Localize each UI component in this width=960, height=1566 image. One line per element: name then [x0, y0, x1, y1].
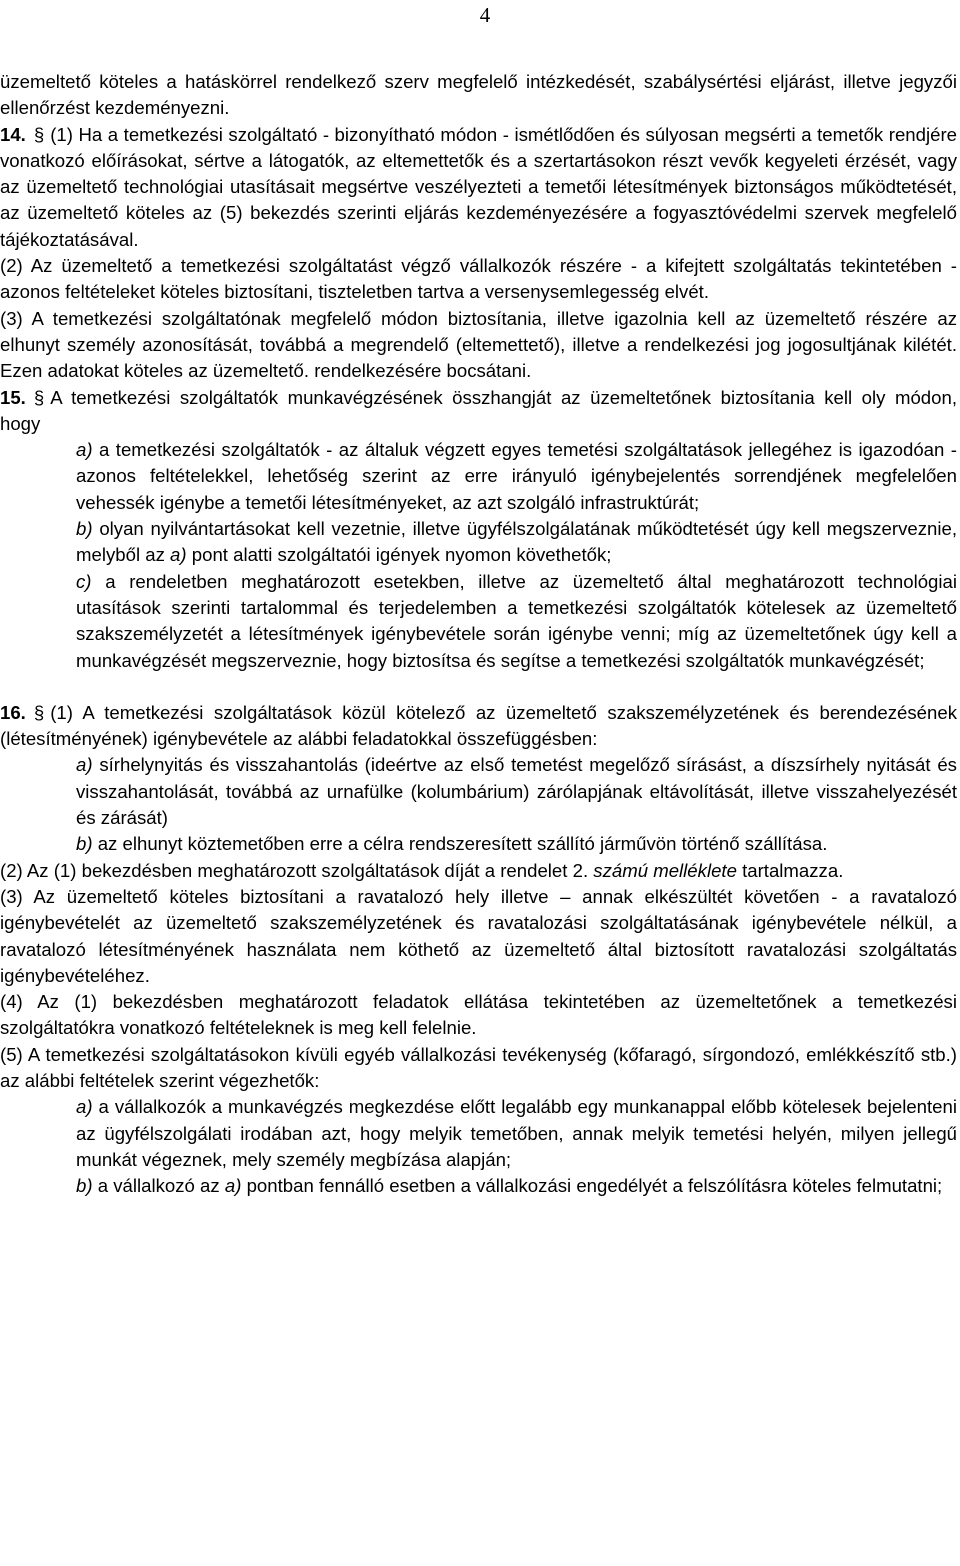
- point-marker: b): [76, 518, 93, 540]
- section-15-point-b: [0, 516, 957, 569]
- page-content: [0, 69, 957, 1199]
- section-14-text-1: (1) Ha a temetkezési szolgáltató - bizonyítható módon - ismétlődően és súlyosan megsérti a temetők rendjére vonatkozó előírásokat, sértve a látogatók, az eltemettetők és a szertartásokon részt vevők kegyeleti érzését, vagy az üzemeltető technológiai utasításait megsértve veszélyezteti a temetői létesítmények biztonságos működtetését, az üzemeltető köteles az (5) bekezdés szerinti eljárás kezdeményezésére a fogyasztóvédelmi szervek megfelelő tájékoztatásával.: [0, 123, 957, 250]
- section-sign: §: [33, 123, 45, 145]
- point-marker: b): [76, 833, 93, 855]
- section-14-number: 14.: [0, 123, 26, 145]
- point-text: a vállalkozók a munkavégzés megkezdése előtt legalább egy munkanappal előbb kötelesek bejelenteni az ügyfélszolgálati irodában azt, hogy melyik temetőben, annak melyik temetési helyén, milyen jellegű munkát végeznek, mely személy megbízása alapján;: [76, 1096, 957, 1170]
- point-text: pont alatti szolgáltatói igények nyomon követhetők;: [191, 544, 612, 566]
- point-marker: a): [76, 1096, 93, 1118]
- point-marker: a): [76, 439, 93, 461]
- section-16-text-1: (1) A temetkezési szolgáltatások közül kötelező az üzemeltető szakszemélyzetének és berendezésének (létesítményének) igénybevétele az alábbi feladatokkal összefüggésben:: [0, 701, 957, 750]
- point-text: a rendeletben meghatározott esetekben, illetve az üzemeltető által meghatározott technológiai utasítások szerinti tartalommal és terjedelemben a temetkezési szolgáltatók kötelesek az üzemeltető szakszemélyzetét a létesítmények igénybevétele során igénybe venni; míg az üzemeltetőnek úgy kell a munkavégzését megszerveznie, hogy biztosítsa és segítse a temetkezési szolgáltatók munkavégzését;: [76, 570, 957, 671]
- section-16-paragraph-1: [0, 700, 957, 753]
- paragraph-continuation: üzemeltető köteles a hatáskörrel rendelkező szerv megfelelő intézkedését, szabálysértési eljárást, illetve jegyzői ellenőrzést kezdeményezni.: [0, 71, 957, 119]
- paragraph-text: tartalmazza.: [742, 859, 844, 881]
- point-marker: b): [76, 1175, 93, 1197]
- section-16-paragraph-4: (4) Az (1) bekezdésben meghatározott feladatok ellátása tekintetében az üzemeltetőnek a temetkezési szolgáltatókra vonatkozó feltételeknek is meg kell felelnie.: [0, 991, 957, 1039]
- section-16-point-b: [0, 831, 957, 857]
- section-15-point-c: [0, 569, 957, 674]
- point-text: a vállalkozó az: [97, 1175, 220, 1197]
- section-16-5-point-b: [0, 1173, 957, 1199]
- section-sign: §: [33, 701, 45, 723]
- point-text: pontban fennálló esetben a vállalkozási engedélyét a felszólításra köteles felmutatni;: [246, 1175, 943, 1197]
- section-16-paragraph-2: [0, 858, 957, 884]
- section-15-point-a: [0, 437, 957, 516]
- point-reference: a): [224, 1175, 242, 1197]
- point-text: az elhunyt köztemetőben erre a célra rendszeresített szállító járművön történő szállítása.: [97, 833, 828, 855]
- point-text: olyan nyilvántartásokat kell vezetnie, illetve ügyfélszolgálatának működtetését úgy kell megszerveznie, melyből az: [76, 518, 957, 566]
- point-marker: c): [76, 570, 92, 592]
- section-14-paragraph-1: [0, 122, 957, 253]
- page-number: 4: [479, 3, 491, 27]
- point-marker: a): [76, 754, 93, 776]
- section-16-paragraph-5: (5) A temetkezési szolgáltatásokon kívüli egyéb vállalkozási tevékenység (kőfaragó, sírgondozó, emlékkészítő stb.) az alábbi feltételek szerint végezhetők:: [0, 1043, 957, 1091]
- point-reference: a): [170, 544, 187, 566]
- point-text: sírhelynyitás és visszahantolás (ideértve az első temetést megelőző sírásást, a díszsírhely nyitását és visszahantolását, továbbá az urnafülke (kolumbárium) zárólapjának eltávolítását, illetve visszahelyezését és zárását): [76, 754, 957, 829]
- section-15-intro: [0, 385, 957, 438]
- section-15-intro-text: A temetkezési szolgáltatók munkavégzésének összhangját az üzemeltetőnek biztosítania kell oly módon, hogy: [0, 386, 957, 434]
- section-15-number: 15.: [0, 386, 26, 408]
- blank-line: [0, 674, 957, 700]
- paragraph-text: (2) Az (1) bekezdésben meghatározott szolgáltatások díját a rendelet 2.: [0, 859, 589, 881]
- section-14-paragraph-3: (3) A temetkezési szolgáltatónak megfelelő módon biztosítania, illetve igazolnia kell az üzemeltető részére az elhunyt személy azonosítását, továbbá a megrendelő (eltemettető), illetve a rendelkezési jog jogosultjának kilétét. Ezen adatokat köteles az üzemeltető. rendelkezésére bocsátani.: [0, 307, 957, 382]
- point-text: a temetkezési szolgáltatók - az általuk végzett egyes temetési szolgáltatások jellegéhez is igazodóan - azonos feltételekkel, lehetőség szerint az erre irányuló igénybejelentés sorrendjének megfelelően vehessék igénybe a temetői létesítményeket, az azt szolgáló infrastruktúrát;: [76, 439, 957, 513]
- section-16-paragraph-3: (3) Az üzemeltető köteles biztosítani a ravatalozó hely illetve – annak elkészültét követően - a ravatalozó igénybevételét az üzemeltető szakszemélyzetének és ravatalozási szolgáltatásának igénybevétele nélkül, a ravatalozó létesítményének használata nem köthető az üzemeltető által biztosított ravatalozási szolgáltatás igénybevételéhez.: [0, 885, 957, 986]
- section-16-number: 16.: [0, 701, 26, 723]
- annex-reference: számú melléklete: [593, 859, 737, 881]
- section-16-5-point-a: [0, 1094, 957, 1173]
- section-14-paragraph-2: (2) Az üzemeltető a temetkezési szolgáltatást végző vállalkozók részére - a kifejtett szolgáltatás tekintetében - azonos feltételeket köteles biztosítani, tiszteletben tartva a versenysemlegesség elvét.: [0, 255, 957, 303]
- section-sign: §: [33, 386, 45, 408]
- section-16-point-a: [0, 752, 957, 831]
